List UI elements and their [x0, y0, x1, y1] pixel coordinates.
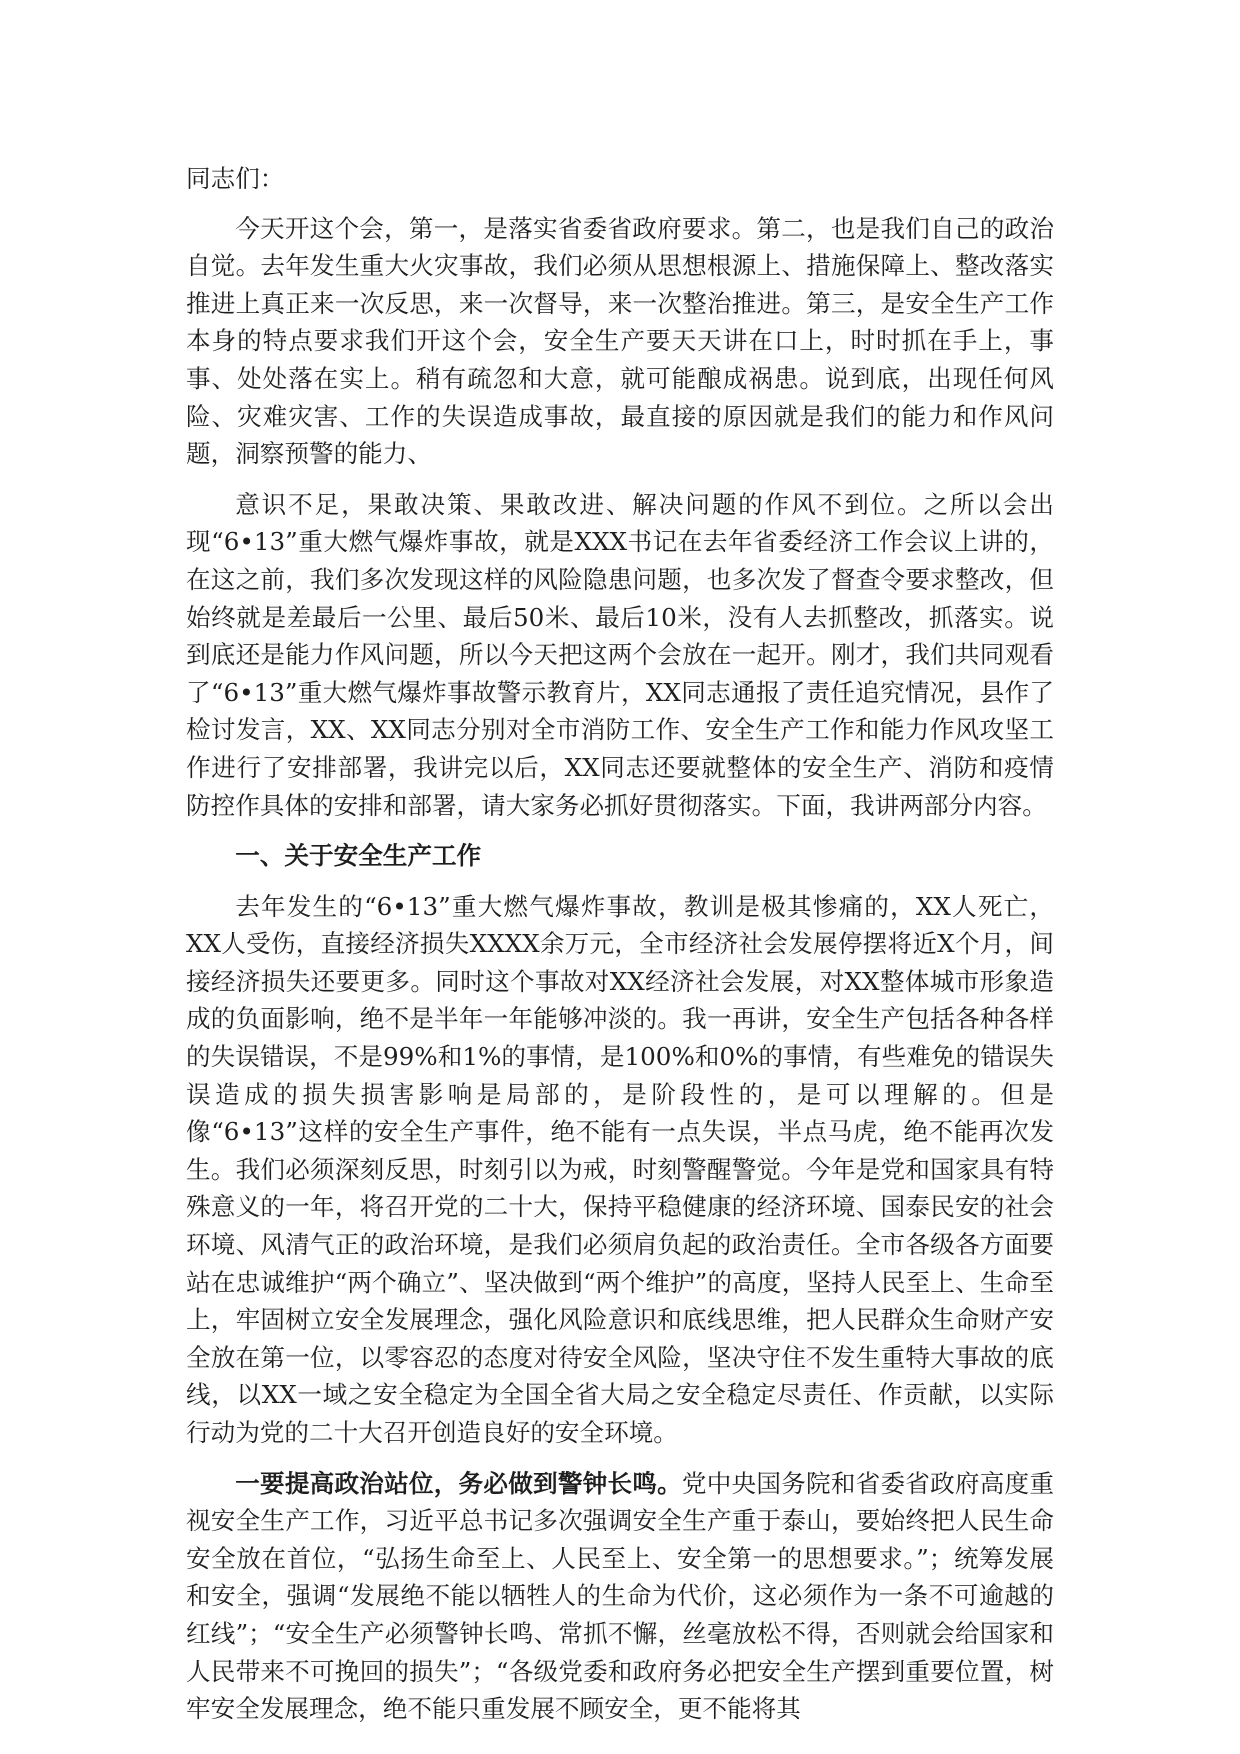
- paragraph-background: 意识不足，果敢决策、果敢改进、解决问题的作风不到位。之所以会出现“6•13”重大燃气爆炸事故，就是XXX书记在去年省委经济工作会议上讲的，在这之前，我们多次发现这样的风险隐患问题，也多次发了督查令要求整改，但始终就是差最后一公里、最后50米、最后10米，没有人去抓整改，抓落实。说到底还是能力作风问题，所以今天把这两个会放在一起开。刚才，我们共同观看了“6•13”重大燃气爆炸事故警示教育片，XX同志通报了责任追究情况，县作了检讨发言，XX、XX同志分别对全市消防工作、安全生产工作和能力作风攻坚工作进行了安排部署，我讲完以后，XX同志还要就整体的安全生产、消防和疫情防控作具体的安排和部署，请大家务必抓好贯彻落实。下面，我讲两部分内容。: [186, 489, 1054, 820]
- section-heading: 一、关于安全生产工作: [235, 841, 482, 871]
- point-one-body: 党中央国务院和省委省政府高度重视安全生产工作，习近平总书记多次强调安全生产重于泰山，要始终把人民生命安全放在首位，“弘扬生命至上、人民至上、安全第一的思想要求。”；统筹发展和安全，强调“发展绝不能以牺牲人的生命为代价，这必须作为一条不可逾越的红线”；“安全生产必须警钟长鸣、常抓不懈，丝毫放松不得，否则就会给国家和人民带来不可挽回的损失”；“各级党委和政府务必把安全生产摆到重要位置，树牢安全发展理念，绝不能只重发展不顾安全，更不能将其: [186, 1468, 1054, 1724]
- paragraph-opening: 今天开这个会，第一，是落实省委省政府要求。第二，也是我们自己的政治自觉。去年发生重大火灾事故，我们必须从思想根源上、措施保障上、整改落实推进上真正来一次反思，来一次督导，来一次整治推进。第三，是安全生产工作本身的特点要求我们开这个会，安全生产要天天讲在口上，时时抓在手上，事事、处处落在实上。稍有疏忽和大意，就可能酿成祸患。说到底，出现任何风险、灾难灾害、工作的失误造成事故，最直接的原因就是我们的能力和作风问题，洞察预警的能力、: [186, 213, 1054, 469]
- document-body: [186, 160, 1054, 1741]
- paragraph-section-one: 去年发生的“6•13”重大燃气爆炸事故，教训是极其惨痛的，XX人死亡，XX人受伤，直接经济损失XXXX余万元，全市经济社会发展停摆将近X个月，间接经济损失还要更多。同时这个事故对XX经济社会发展，对XX整体城市形象造成的负面影响，绝不是半年一年能够冲淡的。我一再讲，安全生产包括各种各样的失误错误，不是99%和1%的事情，是100%和0%的事情，有些难免的错误失误造成的损失损害影响是局部的，是阶段性的，是可以理解的。但是像“6•13”这样的安全生产事件，绝不能有一点失误，半点马虎，绝不能再次发生。我们必须深刻反思，时刻引以为戒，时刻警醒警觉。今年是党和国家具有特殊意义的一年，将召开党的二十大，保持平稳健康的经济环境、国泰民安的社会环境、风清气正的政治环境，是我们必须肩负起的政治责任。全市各级各方面要站在忠诚维护“两个确立”、坚决做到“两个维护”的高度，坚持人民至上、生命至上，牢固树立安全发展理念，强化风险意识和底线思维，把人民群众生命财产安全放在第一位，以零容忍的态度对待安全风险，坚决守住不发生重特大事故的底线，以XX一域之安全稳定为全国全省大局之安全稳定尽责任、作贡献，以实际行动为党的二十大召开创造良好的安全环境。: [186, 891, 1054, 1447]
- point-one-lead: 一要提高政治站位，务必做到警钟长鸣。: [235, 1468, 682, 1498]
- paragraph-point-one: [186, 1465, 1054, 1728]
- salutation: 同志们：: [186, 164, 285, 193]
